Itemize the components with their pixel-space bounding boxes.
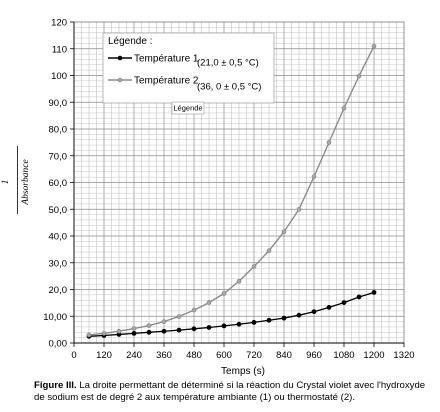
- y-tick-label: 10,00: [43, 311, 67, 323]
- legend-condition-1: (21,0 ± 0,5 °C): [197, 57, 259, 69]
- series-point-2: [342, 106, 346, 110]
- series-point-2: [162, 320, 166, 324]
- legend-swatch-point-2: [118, 78, 122, 82]
- y-tick-label: 110: [51, 44, 67, 56]
- legend-entry-2: Température 2: [134, 75, 199, 87]
- y-tick-label: 90,0: [48, 97, 67, 109]
- series-point-1: [357, 295, 361, 299]
- series-point-1: [132, 331, 136, 335]
- legend-entry-1: Température 1: [134, 53, 199, 65]
- x-tick-label: 360: [156, 350, 172, 361]
- series-point-1: [297, 313, 301, 317]
- series-point-2: [267, 249, 271, 253]
- series-point-2: [357, 74, 361, 78]
- series-point-1: [327, 305, 331, 309]
- series-point-2: [372, 44, 376, 48]
- series-point-1: [267, 318, 271, 322]
- legend: [103, 33, 274, 114]
- series-point-2: [117, 329, 121, 333]
- y-axis-label-numerator: 1: [1, 179, 11, 185]
- series-point-1: [312, 310, 316, 314]
- x-tick-label: 120: [96, 350, 112, 361]
- series-point-1: [252, 320, 256, 324]
- y-axis-label-denominator: Absorbance: [21, 159, 31, 205]
- y-tick-label: 40,0: [48, 231, 67, 243]
- x-tick-label: 720: [246, 350, 262, 361]
- x-axis-label: Temps (s): [221, 366, 265, 377]
- legend-title: Légende :: [108, 36, 153, 47]
- x-tick-label: 960: [306, 350, 322, 361]
- x-tick-label: 1200: [363, 350, 385, 361]
- legend-condition-2: (36, 0 ± 0,5 °C): [197, 81, 262, 93]
- legend-mini-label: Légende: [173, 103, 203, 113]
- series-point-1: [282, 316, 286, 320]
- x-tick-label: 0: [71, 350, 77, 361]
- series-point-1: [237, 322, 241, 326]
- series-point-2: [297, 207, 301, 211]
- series-point-2: [237, 279, 241, 283]
- series-point-1: [162, 329, 166, 333]
- x-tick-label: 240: [126, 350, 142, 361]
- y-tick-label: 20,0: [48, 285, 67, 296]
- series-point-2: [327, 140, 331, 144]
- y-tick-label: 60,0: [48, 178, 67, 189]
- x-tick-label: 1320: [393, 350, 415, 361]
- series-point-2: [207, 301, 211, 305]
- series-point-2: [177, 315, 181, 319]
- y-tick-label: 70,0: [48, 151, 67, 163]
- legend-swatch-point-1: [118, 56, 122, 60]
- series-point-2: [147, 324, 151, 328]
- y-tick-label: 100: [51, 71, 67, 82]
- figure-caption: [34, 380, 434, 404]
- series-point-1: [207, 325, 211, 329]
- series-point-2: [312, 175, 316, 179]
- series-point-2: [192, 308, 196, 312]
- x-tick-label: 1080: [333, 350, 355, 361]
- series-point-2: [87, 333, 91, 337]
- series-point-1: [222, 324, 226, 328]
- y-tick-label: 50,0: [48, 204, 67, 216]
- series-point-1: [372, 290, 376, 294]
- y-tick-label: 120: [51, 17, 67, 29]
- series-point-1: [177, 328, 181, 332]
- series-point-2: [282, 230, 286, 234]
- x-tick-label: 840: [276, 350, 292, 361]
- series-point-1: [192, 327, 196, 331]
- y-tick-label: 80,0: [48, 124, 67, 136]
- series-point-2: [252, 264, 256, 268]
- series-point-2: [222, 292, 226, 296]
- caption-text: La droite permettant de déterminé si la réaction du Crystal violet avec l'hydroxyde de sodium est de degré 2 aux température ambiante (1) ou thermostaté (2).: [34, 380, 426, 403]
- series-point-2: [102, 331, 106, 335]
- caption-label: Figure III.: [34, 380, 77, 391]
- x-tick-label: 600: [216, 350, 232, 361]
- series-point-2: [132, 327, 136, 331]
- series-point-1: [147, 330, 151, 334]
- y-axis-label: [1, 159, 31, 205]
- x-tick-label: 480: [186, 350, 202, 361]
- y-tick-label: 0,00: [48, 338, 67, 350]
- y-tick-label: 30,0: [48, 258, 67, 270]
- series-point-1: [342, 301, 346, 305]
